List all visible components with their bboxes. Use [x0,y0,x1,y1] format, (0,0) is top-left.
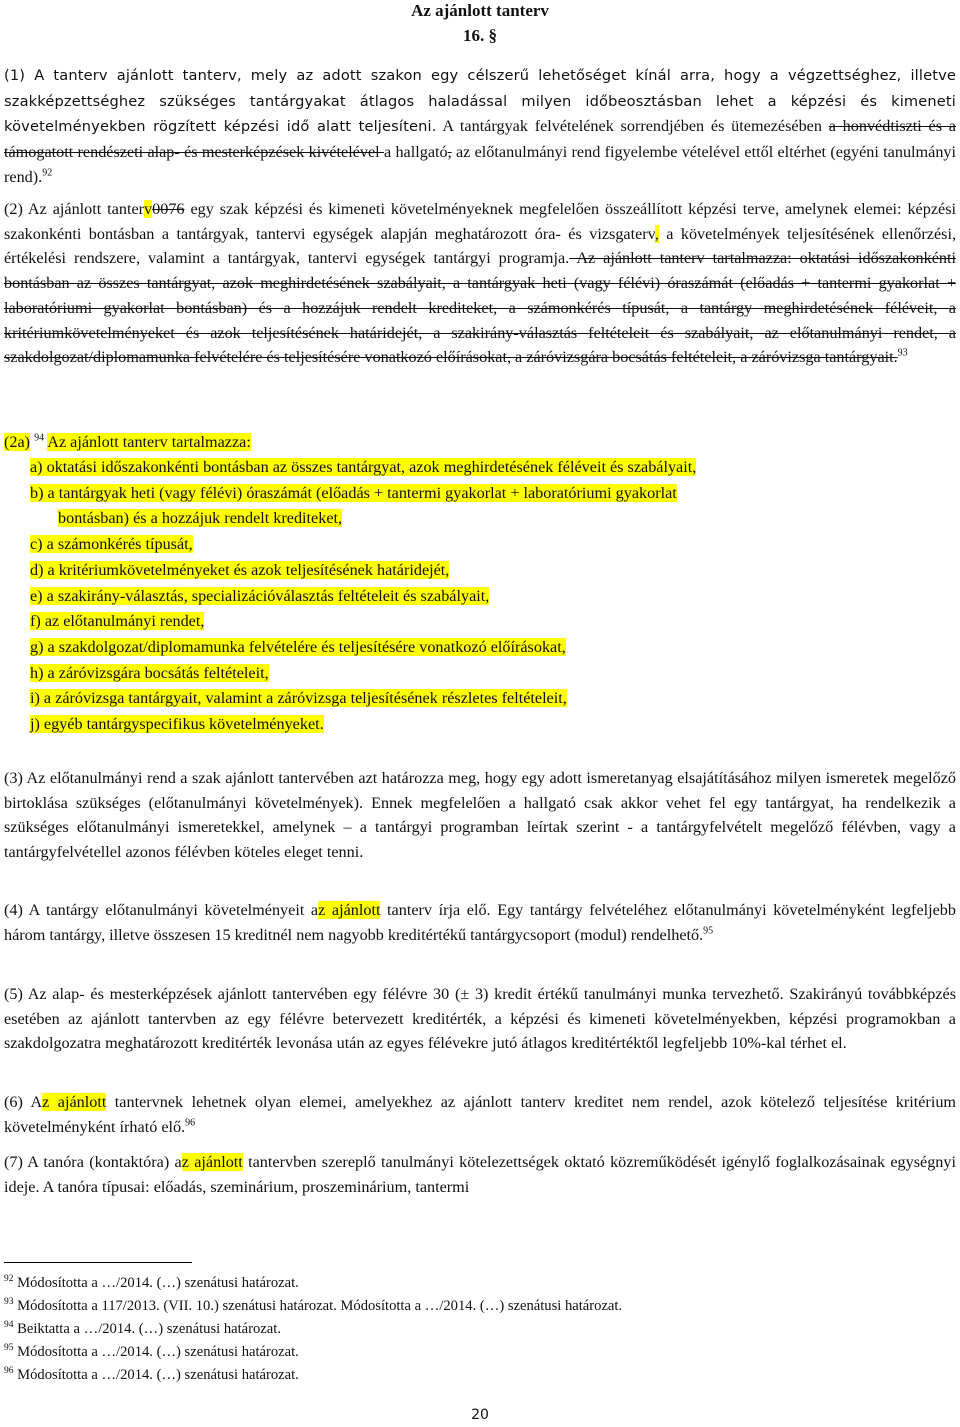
page-title: Az ajánlott tanterv [411,1,549,20]
paragraph-1-text-d: a hallgató [383,143,448,162]
paragraph-4 [4,898,956,947]
paragraph-2-strike-c: 0076 [152,200,185,218]
paragraph-1-text-b: A tantárgyak felvételének sorrendjében és ütemezésében [436,117,829,136]
paragraph-4-text-a: (4) A tantárgy előtanulmányi követelményeit a [4,901,319,919]
footnote-ref-93[interactable]: 93 [897,347,908,359]
list-item [30,712,956,738]
list-item-text: j) egyéb tantárgyspecifikus követelményeket. [30,715,324,734]
footnote-number: 92 [4,1274,14,1285]
footnote-divider [4,1262,192,1263]
paragraph-4-text-c: tanterv írja elő. Egy tantárgy felvételéhez előtanulmányi követelményként legfeljebb három tantárgy, illetve összesen 15 kreditnél nem nagyobb kreditértékű tantárgycsoport (modul) rendelhető. [4,901,956,944]
paragraph-1-strike-c: a honvédtiszti és a támogatott rendészeti alap- és mesterképzések kivételével [4,117,956,162]
paragraph-6-text-c: tantervnek lehetnek olyan elemei, amelyekhez az ajánlott tanterv kreditet nem rendel, azok kötelező teljesítése kritérium követelményként írható elő. [4,1093,957,1136]
paragraph-2-text-a: (2) Az ajánlott tanter [4,200,145,218]
list-item [30,481,956,532]
list-item-text: g) a szakdolgozat/diplomamunka felvételére és teljesítésére vonatkozó előírásokat, [30,637,566,656]
footnote-text: Beiktatta a …/2014. (…) szenátusi határozat. [13,1321,281,1337]
footnote-number: 96 [4,1366,14,1377]
paragraph-1 [4,63,956,190]
paragraph-2-highlight-b: v [144,200,153,218]
paragraph-1-text-a: (1) A tanterv ajánlott tanterv, mely az adott szakon egy célszerű lehetőséget kínál arra, hogy a végzettséghez, illetve szakképzettséghez szükséges tantárgyakat átlagos haladással milyen időbeosztásban lehet a képzési és kimeneti követelményekben rögzített képzési idő alatt teljesíteni. [4,67,956,136]
list-item-continuation: bontásban) és a hozzájuk rendelt krediteket, [58,509,343,528]
list-item-text: i) a záróvizsga tantárgyait, valamint a záróvizsga teljesítésének részletes feltételeit, [30,689,567,708]
list-item-text: e) a szakirány-választás, specializációválasztás feltételeit és szabályait, [30,586,490,605]
footnotes [4,1272,956,1387]
paragraph-3: (3) Az előtanulmányi rend a szak ajánlott tantervében azt határozza meg, hogy egy adott ismeretanyag elsajátításához milyen ismeretek megelőző birtoklása szükséges (előtanulmányi követelmények). Ennek megfelelően a hallgató csak akkor vehet fel egy tantárgyat, ha rendelkezik a szükséges előtanulmányi ismeretekkel, amelynek – a tantárgyi programban leírtak szerint - a tantárgyfelvételt megelőző félévben, vagy a tantárgyfelvétellel azonos félévben köteles eleget tenni. [4,769,956,862]
paragraph-7 [4,1150,956,1199]
list-item [30,661,956,687]
paragraph-6-highlight-b: z ajánlott [42,1093,107,1111]
list-item [30,558,956,584]
list-item [30,609,956,635]
paragraph-7-highlight-b: z ajánlott [181,1153,243,1171]
footnote-ref-95[interactable]: 95 [703,925,714,937]
section-number: 16. § [463,26,497,45]
list-item [30,635,956,661]
footnote [4,1272,956,1295]
list-item-text: f) az előtanulmányi rendet, [30,612,205,631]
list-item [30,532,956,558]
paragraph-2 [4,197,956,370]
paragraph-7-text-a: (7) A tanóra (kontaktóra) a [4,1153,182,1171]
footnote-number: 93 [4,1297,14,1308]
paragraph-2-text-f: a követelmények teljesítésének ellenőrzési, értékelési rendszere, valamint a tantárgyak, tantervi egységek tantárgyi programja. [4,224,956,268]
footnote-text: Módosította a …/2014. (…) szenátusi határozat. [13,1367,299,1383]
paragraph-6 [4,1090,956,1139]
paragraph-5: (5) Az alap- és mesterképzések ajánlott tantervében egy félévre 30 (± 3) kredit értékű tanulmányi munka tervezhető. Szakirányú továbbképzés esetében az ajánlott tantervben az egy félévre betervezett kreditérték, a képzési és kimeneti követelményekben, képzési programokban a szakdolgozatra meghatározott kreditérték levonása után az egyes félévekre jutó átlagos kreditértéktől legfeljebb 10%-kal térhet el. [4,985,956,1053]
footnote [4,1341,956,1364]
list-item-text: h) a záróvizsgára bocsátás feltételeit, [30,663,269,682]
footnote-ref-96[interactable]: 96 [185,1117,196,1129]
list-item [30,686,956,712]
paragraph-2-text-d: egy szak képzési és kimeneti követelményeknek megfelelően összeállított képzési terve, amelynek elemei: képzési szakonkénti bontásban a tantárgyak, tantervi egységek alapján meghatározott óra- és vizsgaterv [4,200,956,243]
paragraph-2a-text: Az ajánlott tanterv tartalmazza: [47,433,251,451]
list-item-text: a) oktatási időszakonkénti bontásban az összes tantárgyat, azok meghirdetésének féléveit és szabályait, [30,458,697,476]
list-item [30,584,956,610]
paragraph-7-text-c: tantervben szereplő tanulmányi kötelezettségek oktató közreműködését igénylő foglalkozásainak egységnyi ideje. A tanóra típusai: előadás, szeminárium, proszeminárium, tantermi [4,1153,956,1196]
footnote-number: 95 [4,1343,14,1354]
paragraph-2a-label: (2a) [4,433,31,451]
paragraph-4-highlight-b: z ajánlott [318,901,381,919]
footnote-text: Módosította a 117/2013. (VII. 10.) szenátusi határozat. Módosította a …/2014. (…) szenátusi határozat. [13,1298,623,1314]
content-list [30,455,956,738]
paragraph-1-text-f: az előtanulmányi rend figyelembe vételével ettől eltérhet (egyéni tanulmányi rend). [4,143,956,186]
footnote-number: 94 [4,1320,14,1331]
paragraph-2a [4,430,956,455]
paragraph-2-strike-g: Az ajánlott tanterv tartalmazza: oktatási időszakonkénti bontásban az összes tantárgyat, azok meghirdetésének szabályait, a tantárgyak heti (vagy félévi) óraszámát (előadás + tantermi gyakorlat + laboratóriumi gyakorlat bontásban) és a hozzájuk rendelt krediteket, a számonkérés típusát, a tantárgy meghirdetésének féléveit, a kritériumkövetelményeket és azok teljesítésének határidejét, a szakirány-választás feltételeit és szabályait, az előtanulmányi rendet, a szakdolgozat/diplomamunka felvételére és teljesítésére vonatkozó előírásokat, a záróvizsgára bocsátás feltételeit, a záróvizsga tantárgyait. [4,249,956,367]
footnote-text: Módosította a …/2014. (…) szenátusi határozat. [13,1344,299,1360]
paragraph-2-highlight-e: , [654,224,659,243]
list-item-text: c) a számonkérés típusát, [30,535,193,554]
list-item-text: b) a tantárgyak heti (vagy félévi) óraszámát (előadás + tantermi gyakorlat + laboratóriumi gyakorlat [30,483,677,502]
footnote-ref-94[interactable]: 94 [34,432,45,444]
list-item [30,455,956,481]
footnote [4,1364,956,1387]
paragraph-6-text-a: (6) A [4,1093,43,1111]
footnote-text: Módosította a …/2014. (…) szenátusi határozat. [13,1275,299,1291]
paragraph-1-strike-e: , [447,143,452,162]
footnote [4,1318,956,1341]
list-item-text: d) a kritériumkövetelményeket és azok teljesítésének határidejét, [30,560,450,579]
page-number: 20 [471,1407,489,1423]
footnote [4,1295,956,1318]
footnote-ref-92[interactable]: 92 [42,167,53,179]
